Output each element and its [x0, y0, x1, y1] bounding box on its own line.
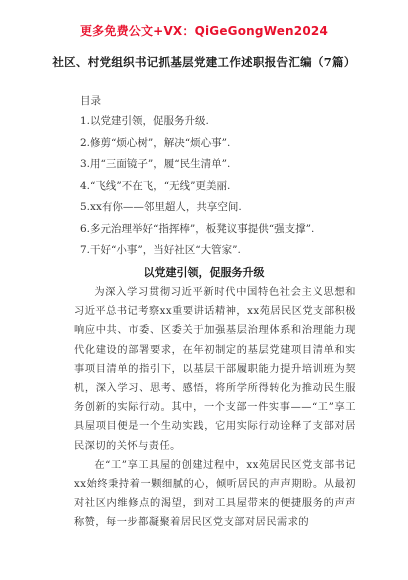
toc-item: 7.干好“小事”，当好社区“大管家”. [80, 244, 241, 256]
document-title: 社区、村党组织书记抓基层党建工作述职报告汇编（7篇） [52, 55, 356, 69]
body-paragraph: 在“工”享工具屋的创建过程中，xx苑居民区党支部书记xx始终秉持着一颗细腻的心，倾听居民的声声期盼。从最初对社区内维修点的渴望，到对工具屋带来的便捷服务的声声称赞，每一步都凝聚着居民区党支部对居民需求的 [74, 459, 356, 529]
toc-item: 4.“飞线”不在飞，“无线”更美丽. [80, 179, 231, 192]
toc-item: 2.修剪“烦心树”，解决“烦心事”. [80, 136, 231, 149]
section-title: 以党建引领，促服务升级 [143, 266, 265, 279]
toc-item: 3.用“三面镜子”，履“民生清单”. [80, 158, 231, 170]
toc-item: 1.以党建引领，促服务升级. [80, 115, 209, 127]
section-body [74, 283, 356, 533]
table-of-contents [80, 113, 380, 264]
body-paragraph: 为深入学习贯彻习近平新时代中国特色社会主义思想和习近平总书记考察xx重要讲话精神，xx苑居民区党支部积极响应中共、市委、区委关于加强基层治理体系和治理能力现代化建设的部署要求，在年初制定的基层党建项目清单和实事项目清单的指引下，以基层干部履职能力提升培训班为契机，深入学习、思考、感悟，将所学所得转化为推动民生服务创新的实际行动。其中，一个支部一件实事——“工”享工具屋项目便是一个生动实践，它用实际行动诠释了支部对居民深切的关怀与责任。 [74, 287, 356, 452]
toc-item: 5.xx有你——邻里超人，共享空间. [80, 201, 242, 213]
toc-heading: 目录 [80, 95, 101, 107]
toc-item: 6.多元治理举好“指挥棒”，板凳议事提供“强支撑”. [80, 222, 315, 235]
promo-banner: 更多免费公文+VX：QiGeGongWen2024 [79, 24, 328, 38]
